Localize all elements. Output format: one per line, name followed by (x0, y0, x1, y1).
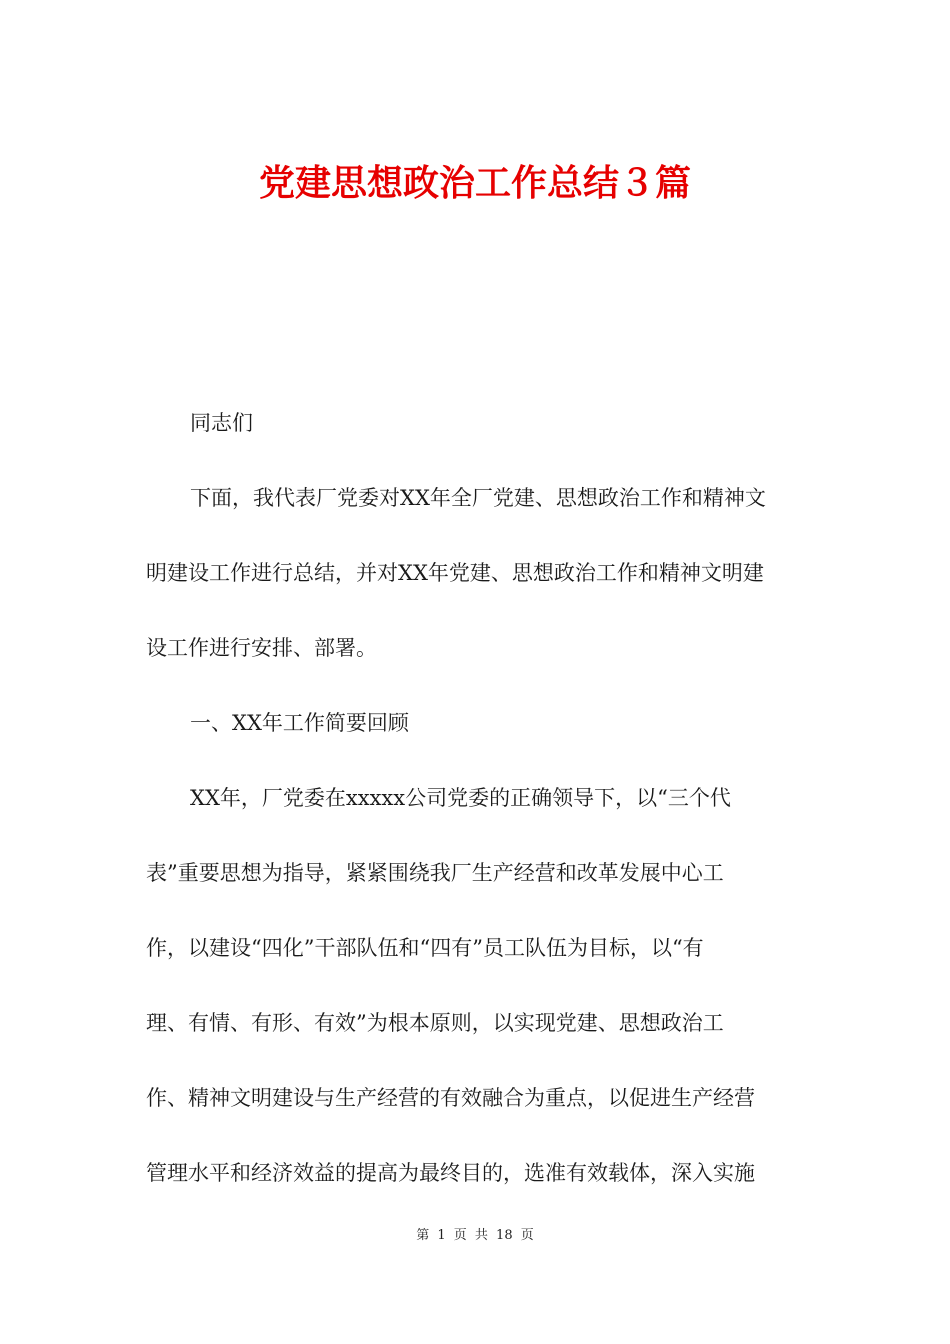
salutation-line: 同志们 (190, 411, 253, 435)
document-body (146, 386, 806, 1211)
body-line: XX年，厂党委在xxxxx公司党委的正确领导下，以“三个代 (190, 786, 731, 810)
document-title: 党建思想政治工作总结３篇 (258, 163, 691, 204)
body-line: 管理水平和经济效益的提高为最终目的，选准有效载体，深入实施 (146, 1161, 755, 1185)
section-heading: 一、XX年工作简要回顾 (190, 711, 409, 735)
body-line: 下面，我代表厂党委对XX年全厂党建、思想政治工作和精神文 (190, 486, 766, 510)
body-line: 作、精神文明建设与生产经营的有效融合为重点，以促进生产经营 (146, 1086, 755, 1110)
body-line: 表”重要思想为指导，紧紧围绕我厂生产经营和改革发展中心工 (146, 861, 724, 885)
body-line: 作，以建设“四化”干部队伍和“四有”员工队伍为目标，以“有 (146, 936, 704, 960)
body-line: 理、有情、有形、有效”为根本原则，以实现党建、思想政治工 (146, 1011, 724, 1035)
page-number-footer: 第 1 页 共 18 页 (416, 1228, 534, 1243)
body-line: 设工作进行安排、部署。 (146, 636, 377, 660)
body-line: 明建设工作进行总结，并对XX年党建、思想政治工作和精神文明建 (146, 561, 764, 585)
